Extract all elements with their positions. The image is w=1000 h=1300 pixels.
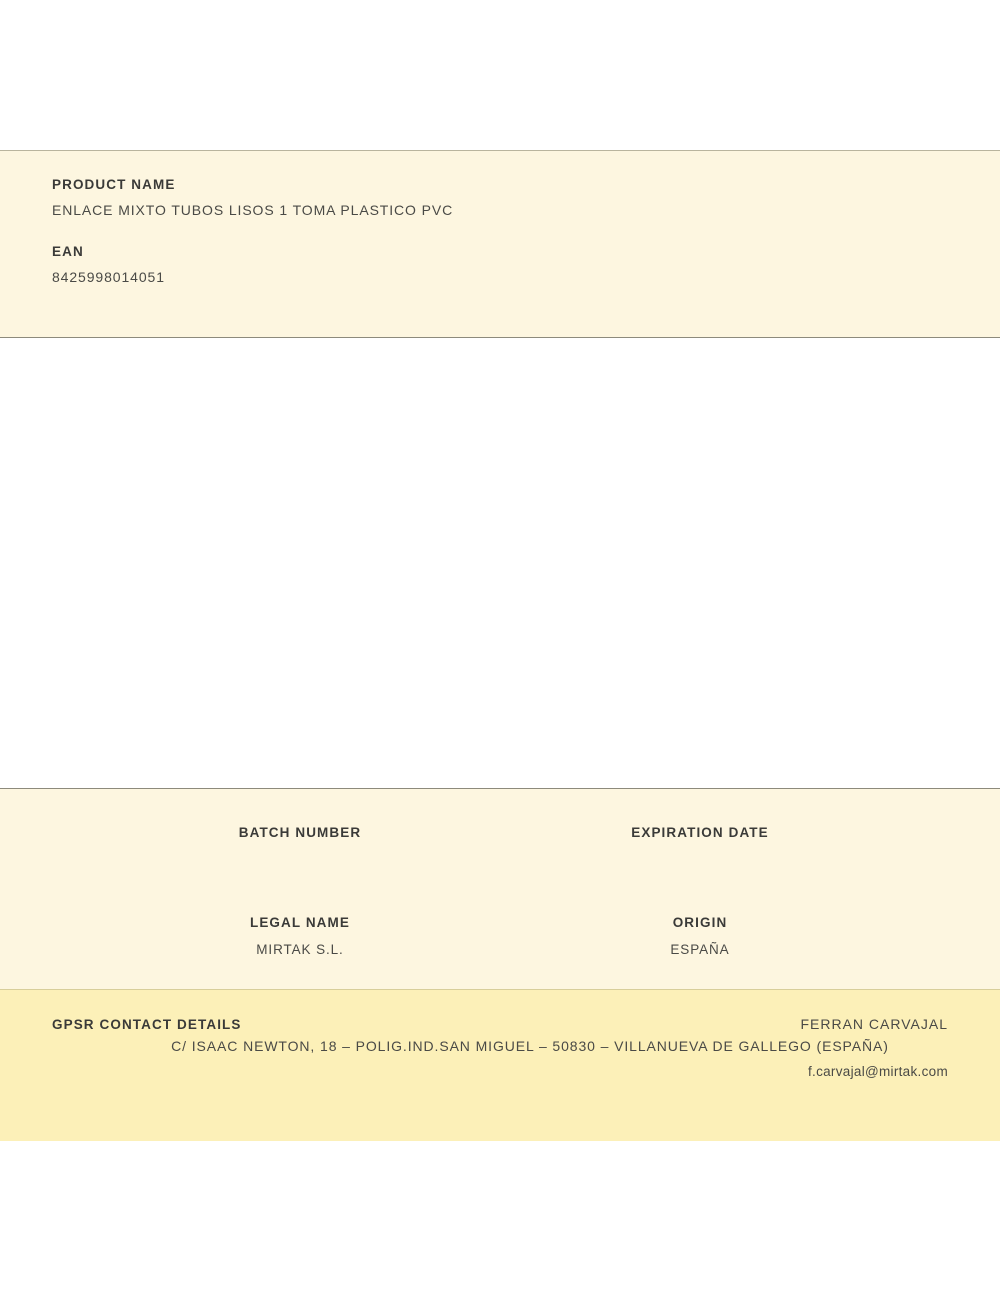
ean-label: EAN xyxy=(52,244,84,259)
batch-number-label: BATCH NUMBER xyxy=(238,825,362,840)
product-name-value: ENLACE MIXTO TUBOS LISOS 1 TOMA PLASTICO PVC xyxy=(52,202,454,218)
legal-name-label: LEGAL NAME xyxy=(249,915,350,930)
gpsr-email[interactable]: f.carvajal@mirtak.com xyxy=(807,1064,948,1079)
gpsr-contact-person: FERRAN CARVAJAL xyxy=(800,1016,948,1032)
gpsr-title: GPSR CONTACT DETAILS xyxy=(52,1017,242,1032)
page-footer-blank xyxy=(0,1141,1000,1300)
origin-field xyxy=(550,915,850,957)
origin-label: ORIGIN xyxy=(672,915,728,930)
expiration-date-field xyxy=(550,825,850,868)
gpsr-contact-block xyxy=(0,989,1000,1141)
batch-number-field xyxy=(150,825,450,868)
batch-legal-block xyxy=(0,788,1000,989)
origin-value: ESPAÑA xyxy=(670,942,730,957)
legal-name-field xyxy=(150,915,450,957)
expiration-date-value xyxy=(550,852,850,868)
gpsr-address: C/ ISAAC NEWTON, 18 – POLIG.IND.SAN MIGUEL – 50830 – VILLANUEVA DE GALLEGO (ESPAÑA) xyxy=(171,1038,889,1054)
expiration-date-label: EXPIRATION DATE xyxy=(631,825,769,840)
ean-value: 8425998014051 xyxy=(52,269,165,285)
product-info-block xyxy=(0,150,1000,338)
gpsr-header-row xyxy=(52,1016,948,1032)
product-name-label: PRODUCT NAME xyxy=(52,177,176,192)
legal-name-value: MIRTAK S.L. xyxy=(256,942,344,957)
batch-number-value xyxy=(150,852,450,868)
blank-content-area xyxy=(0,338,1000,788)
field-spacer xyxy=(52,218,948,244)
